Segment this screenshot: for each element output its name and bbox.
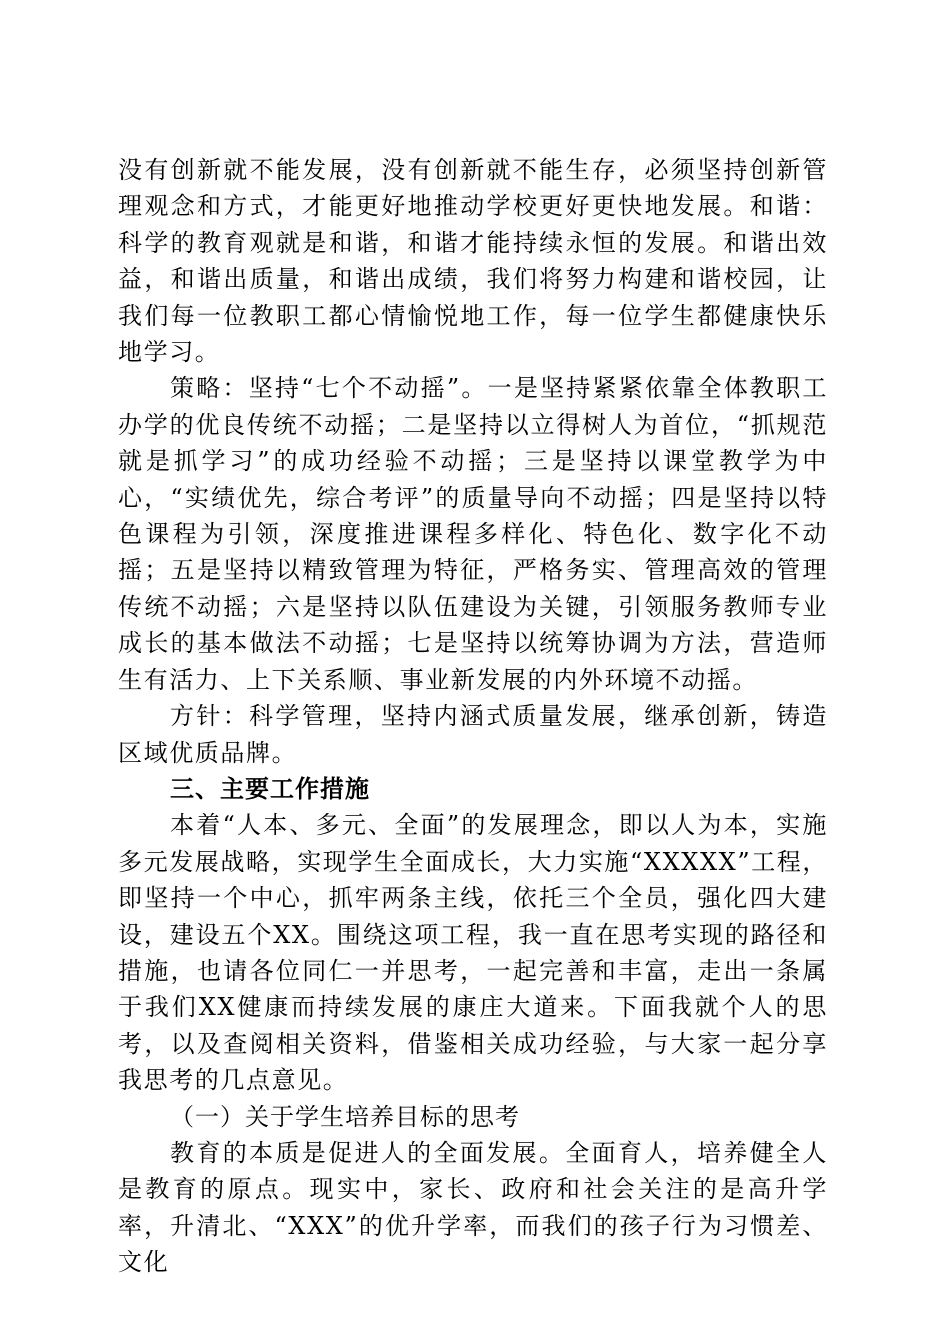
paragraph-strategy: 策略：坚持“七个不动摇”。一是坚持紧紧依靠全体教职工办学的优良传统不动摇；二是坚持以立得树人为首位，“抓规范就是抓学习”的成功经验不动摇；三是坚持以课堂教学为中心，“实绩优先，综合考评”的质量导向不动摇；四是坚持以特色课程为引领，深度推进课程多样化、特色化、数字化不动摇；五是坚持以精致管理为特征，严格务实、管理高效的管理传统不动摇；六是坚持以队伍建设为关键，引领服务教师专业成长的基本做法不动摇；七是坚持以统筹协调为方法，营造师生有活力、上下关系顺、事业新发展的内外环境不动摇。 — [118, 374, 828, 694]
document-page — [118, 152, 828, 1281]
subsection-heading: （一）关于学生培养目标的思考 — [170, 1102, 520, 1131]
paragraph-development-concept: 本着“人本、多元、全面”的发展理念，即以人为本，实施多元发展战略，实现学生全面成长，大力实施“XXXXX”工程，即坚持一个中心，抓牢两条主线，依托三个全员，强化四大建设，建设五个XX。围绕这项工程，我一直在思考实现的路径和措施，也请各位同仁一并思考，一起完善和丰富，走出一条属于我们XX健康而持续发展的康庄大道来。下面我就个人的思考，以及查阅相关资料，借鉴相关成功经验，与大家一起分享我思考的几点意见。 — [118, 811, 828, 1095]
paragraph-policy: 方针：科学管理，坚持内涵式质量发展，继承创新，铸造区域优质品牌。 — [118, 702, 828, 767]
paragraph-education-essence: 教育的本质是促进人的全面发展。全面育人，培养健全人是教育的原点。现实中，家长、政府和社会关注的是高升学率，升清北、“XXX”的优升学率，而我们的孩子行为习惯差、文化 — [118, 1138, 828, 1277]
section-heading: 三、主要工作措施 — [170, 774, 370, 803]
paragraph-innovation-harmony: 没有创新就不能发展，没有创新就不能生存，必须坚持创新管理观念和方式，才能更好地推动学校更好更快地发展。和谐：科学的教育观就是和谐，和谐才能持续永恒的发展。和谐出效益，和谐出质量，和谐出成绩，我们将努力构建和谐校园，让我们每一位教职工都心情愉悦地工作，每一位学生都健康快乐地学习。 — [118, 156, 828, 367]
